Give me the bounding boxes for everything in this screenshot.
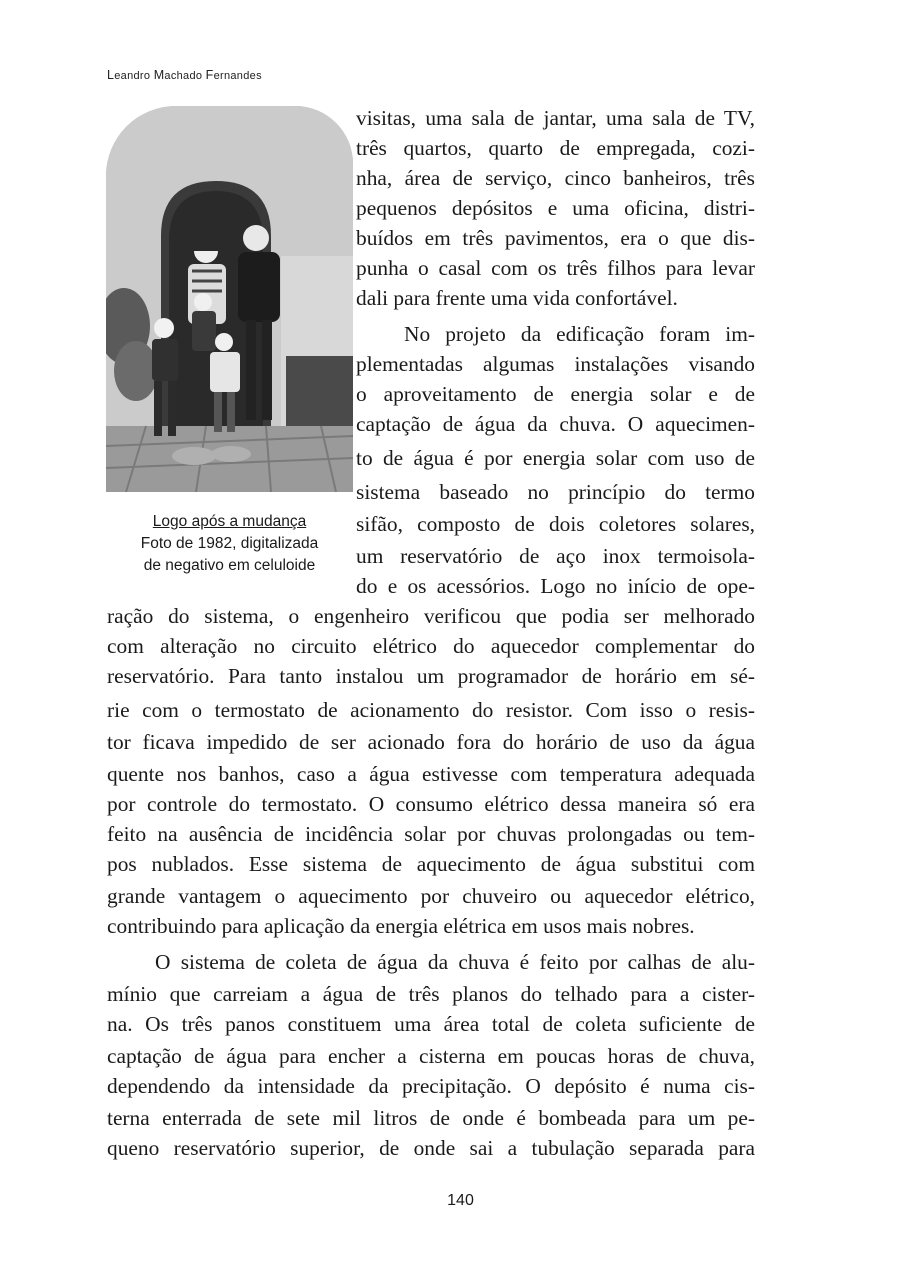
text-line: na. Os três panos constituem uma área total de coleta suficiente de — [107, 1012, 755, 1036]
text-line: terna enterrada de sete mil litros de onde é bombeada para um pe- — [107, 1106, 755, 1130]
family-photo-icon — [106, 106, 353, 492]
text-line: do e os acessórios. Logo no início de ope- — [356, 574, 755, 598]
caption-line: Foto de 1982, digitalizada — [140, 535, 319, 552]
text-line: visitas, uma sala de jantar, uma sala de TV, — [356, 106, 755, 130]
caption-line: de negativo em celuloide — [143, 557, 316, 574]
text-line: captação de água da chuva. O aquecimen- — [356, 412, 755, 436]
text-line: punha o casal com os três filhos para levar — [356, 256, 755, 280]
running-head: Leandro Machado Fernandes — [107, 68, 262, 82]
text-line: grande vantagem o aquecimento por chuveiro ou aquecedor elétrico, — [107, 884, 755, 908]
text-line: mínio que carreiam a água de três planos do telhado para a cister- — [107, 982, 755, 1006]
text-line: plementadas algumas instalações visando — [356, 352, 755, 376]
text-line: ração do sistema, o engenheiro verificou que podia ser melhorado — [107, 604, 755, 628]
text-line: buídos em três pavimentos, era o que dis- — [356, 226, 755, 250]
text-line: três quartos, quarto de empregada, cozi- — [356, 136, 755, 160]
text-line: nha, área de serviço, cinco banheiros, três — [356, 166, 755, 190]
photo-caption — [106, 511, 353, 577]
text-line: tor ficava impedido de ser acionado fora do horário de uso da água — [107, 730, 755, 754]
text-line: to de água é por energia solar com uso de — [356, 446, 755, 470]
text-line: contribuindo para aplicação da energia elétrica em usos mais nobres. — [107, 914, 695, 938]
text-line: dependendo da intensidade da precipitação. O depósito é numa cis- — [107, 1074, 755, 1098]
family-photo — [106, 106, 353, 492]
text-line: No projeto da edificação foram im- — [404, 322, 755, 346]
text-line: sifão, composto de dois coletores solares, — [356, 512, 755, 536]
caption-title: Logo após a mudança — [152, 513, 307, 530]
text-line: pequenos depósitos e uma oficina, distri- — [356, 196, 755, 220]
text-line: feito na ausência de incidência solar por chuvas prolongadas ou tem- — [107, 822, 755, 846]
text-line: quente nos banhos, caso a água estivesse com temperatura adequada — [107, 762, 755, 786]
text-line: com alteração no circuito elétrico do aquecedor complementar do — [107, 634, 755, 658]
page-number: 140 — [447, 1192, 474, 1209]
text-line: captação de água para encher a cisterna em poucas horas de chuva, — [107, 1044, 755, 1068]
text-line: um reservatório de aço inox termoisola- — [356, 544, 755, 568]
text-line: por controle do termostato. O consumo elétrico dessa maneira só era — [107, 792, 755, 816]
text-line: sistema baseado no princípio do termo — [356, 480, 755, 504]
text-line: o aproveitamento de energia solar e de — [356, 382, 755, 406]
text-line: pos nublados. Esse sistema de aquecimento de água substitui com — [107, 852, 755, 876]
text-line: reservatório. Para tanto instalou um programador de horário em sé- — [107, 664, 755, 688]
text-line: O sistema de coleta de água da chuva é feito por calhas de alu- — [155, 950, 755, 974]
text-line: queno reservatório superior, de onde sai a tubulação separada para — [107, 1136, 755, 1160]
text-line: rie com o termostato de acionamento do resistor. Com isso o resis- — [107, 698, 755, 722]
text-line: dali para frente uma vida confortável. — [356, 286, 678, 310]
